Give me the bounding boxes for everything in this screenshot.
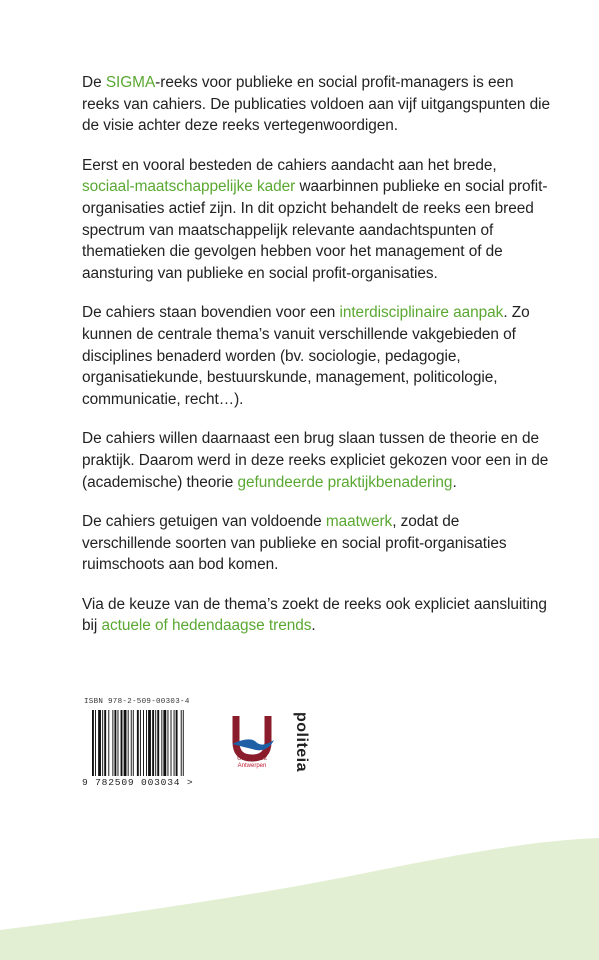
highlighted-term: interdisciplinaire aanpak <box>339 304 504 322</box>
barcode-bar <box>108 710 109 776</box>
barcode-bar <box>95 710 96 776</box>
barcode-bar <box>161 710 162 776</box>
universiteit-antwerpen-logo-icon <box>222 712 282 786</box>
paragraph-text: De cahiers staan bovendien voor een <box>82 304 340 322</box>
barcode-bar <box>157 710 159 776</box>
barcode-bar <box>176 710 178 776</box>
paragraph-text: waarbinnen publieke en social profit-organisaties actief zijn. In dit opzicht behandelt de reeks een breed spectrum van maatschappelijk relevante aandachtspunten of thematieken die gevolgen hebben voor het management of de aansturing van publieke en social profit-organisaties. <box>82 178 548 282</box>
barcode-bar <box>163 710 166 776</box>
barcode-bar <box>171 710 172 776</box>
barcode-bar <box>133 710 134 776</box>
barcode-bar <box>131 710 132 776</box>
barcode-bar <box>137 710 139 776</box>
barcode-bar <box>104 710 106 776</box>
paragraph-text: Via de keuze van de thema’s zoekt de reeks ook expliciet aansluiting bij <box>82 595 547 635</box>
paragraph-text: Eerst en vooral besteden de cahiers aandacht aan het brede, <box>82 156 497 174</box>
paragraph-3 <box>82 302 552 410</box>
barcode-bar <box>102 710 103 776</box>
barcode-bar <box>143 710 144 776</box>
back-cover-text <box>82 72 552 655</box>
barcode-bar <box>148 710 151 776</box>
barcode-bar <box>128 710 129 776</box>
university-name <box>222 756 282 770</box>
barcode-digits: 9 782509 003034 > <box>82 777 194 788</box>
barcode-bar <box>114 710 116 776</box>
barcode-bar <box>112 710 113 776</box>
paragraph-text: . Zo kunnen de centrale thema’s vanuit verschillende vakgebieden of disciplines benaderd worden (bv. sociologie, pedagogie, organisatiekunde, bestuurskunde, management, politicologie, communicatie, recht…). <box>82 304 530 408</box>
politeia-logo <box>292 712 312 786</box>
paragraph-text: De <box>82 74 106 91</box>
paragraph-2 <box>82 155 552 285</box>
paragraph-text: , zodat de verschillende soorten van publieke en social profit-organisaties ruimschoots aan bod komen. <box>82 513 507 574</box>
paragraph-text: De cahiers willen daarnaast een brug slaan tussen de theorie en de praktijk. Daarom werd in deze reeks expliciet gekozen voor een in de (academische) theorie <box>82 430 549 491</box>
paragraph-5 <box>82 511 552 576</box>
paragraph-4 <box>82 428 552 493</box>
paragraph-text: De cahiers getuigen van voldoende <box>82 513 326 531</box>
highlighted-term: sociaal-maatschappelijke kader <box>82 178 296 196</box>
barcode-bar <box>118 710 119 776</box>
barcode-bar <box>92 710 94 776</box>
barcode-bar <box>183 710 184 776</box>
paragraph-6 <box>82 594 552 637</box>
barcode-bar <box>146 710 147 776</box>
publisher-name: politeia <box>293 712 310 773</box>
university-name-line2: Antwerpen <box>237 763 267 769</box>
barcode-bar <box>121 710 123 776</box>
highlighted-term: gefundeerde praktijkbenadering <box>237 473 453 491</box>
isbn-label: ISBN 978-2-509-00303-4 <box>84 698 190 706</box>
barcode-bar <box>124 710 127 776</box>
paragraph-text: . <box>311 617 316 635</box>
university-name-line1: Universiteit <box>237 756 267 762</box>
barcode-bar <box>181 710 182 776</box>
green-wave-decoration <box>0 820 599 960</box>
barcode-bar <box>140 710 141 776</box>
barcode-bar <box>98 710 101 776</box>
barcode-bars <box>92 710 204 776</box>
paragraph-1 <box>82 72 552 137</box>
paragraph-text: -reeks voor publieke en social profit-managers is een reeks van cahiers. De publicaties voldoen aan vijf uitgangspunten die de visie achter deze reeks vertegenwoordigen. <box>82 74 550 135</box>
barcode-bar <box>174 710 175 776</box>
barcode-bar <box>152 710 154 776</box>
highlighted-term: actuele of hedendaagse trends <box>101 617 312 635</box>
barcode <box>82 698 212 793</box>
highlighted-term: SIGMA <box>105 74 156 91</box>
highlighted-term: maatwerk <box>325 513 393 531</box>
paragraph-text: . <box>452 473 457 491</box>
barcode-bar <box>167 710 168 776</box>
barcode-bar <box>155 710 156 776</box>
